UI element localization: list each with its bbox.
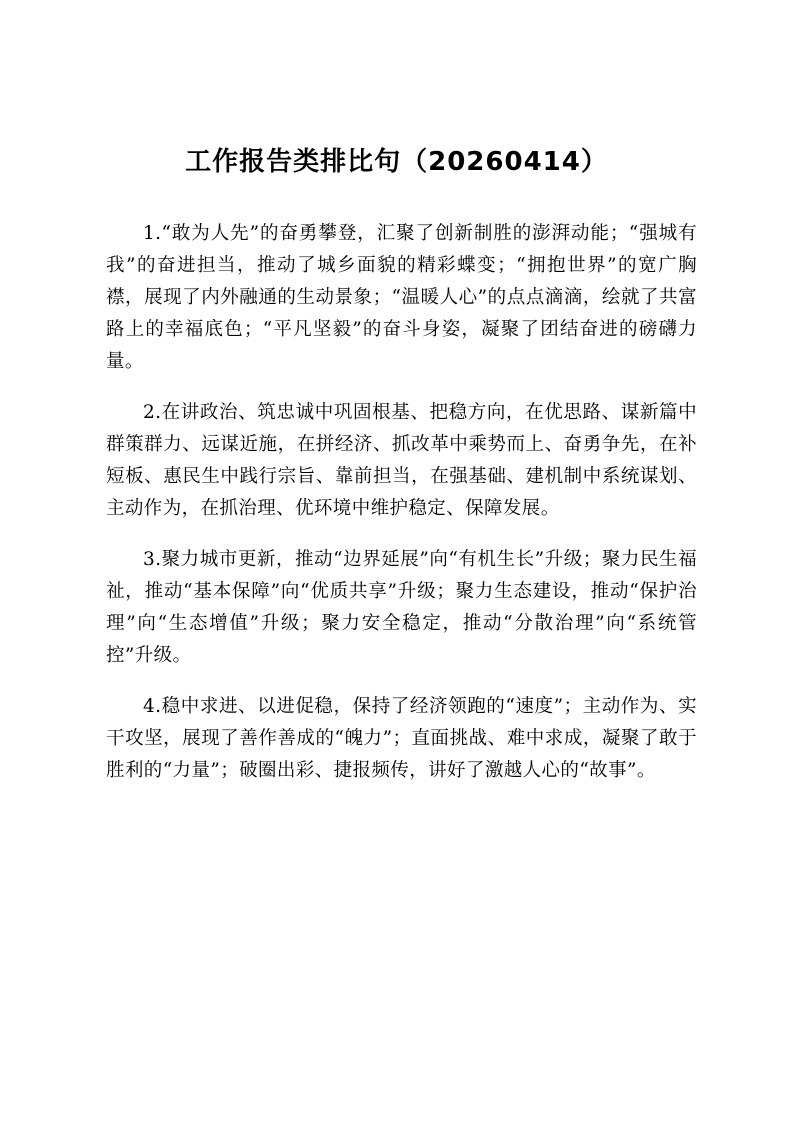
document-title: 工作报告类排比句（20260414）	[185, 147, 608, 177]
document-body	[106, 218, 697, 806]
paragraph-1: 1.“敢为人先”的奋勇攀登，汇聚了创新制胜的澎湃动能；“强城有我”的奋进担当，推动了城乡面貌的精彩蝶变；“拥抱世界”的宽广胸襟，展现了内外融通的生动景象；“温暖人心”的点点滴滴，绘就了共富路上的幸福底色；“平凡坚毅”的奋斗身姿，凝聚了团结奋进的磅礴力量。	[106, 223, 697, 372]
paragraph-2: 2.在讲政治、筑忠诚中巩固根基、把稳方向，在优思路、谋新篇中群策群力、远谋近施，在拼经济、抓改革中乘势而上、奋勇争先，在补短板、惠民生中践行宗旨、靠前担当，在强基础、建机制中系统谋划、主动作为，在抓治理、优环境中维护稳定、保障发展。	[106, 402, 697, 519]
paragraph-4: 4.稳中求进、以进促稳，保持了经济领跑的“速度”；主动作为、实干攻坚，展现了善作善成的“魄力”；直面挑战、难中求成，凝聚了敢于胜利的“力量”；破圈出彩、捷报频传，讲好了激越人心的“故事”。	[106, 696, 697, 781]
paragraph-3: 3.聚力城市更新，推动“边界延展”向“有机生长”升级；聚力民生福祉，推动“基本保障”向“优质共享”升级；聚力生态建设，推动“保护治理”向“生态增值”升级；聚力安全稳定，推动“分散治理”向“系统管控”升级。	[106, 549, 697, 666]
